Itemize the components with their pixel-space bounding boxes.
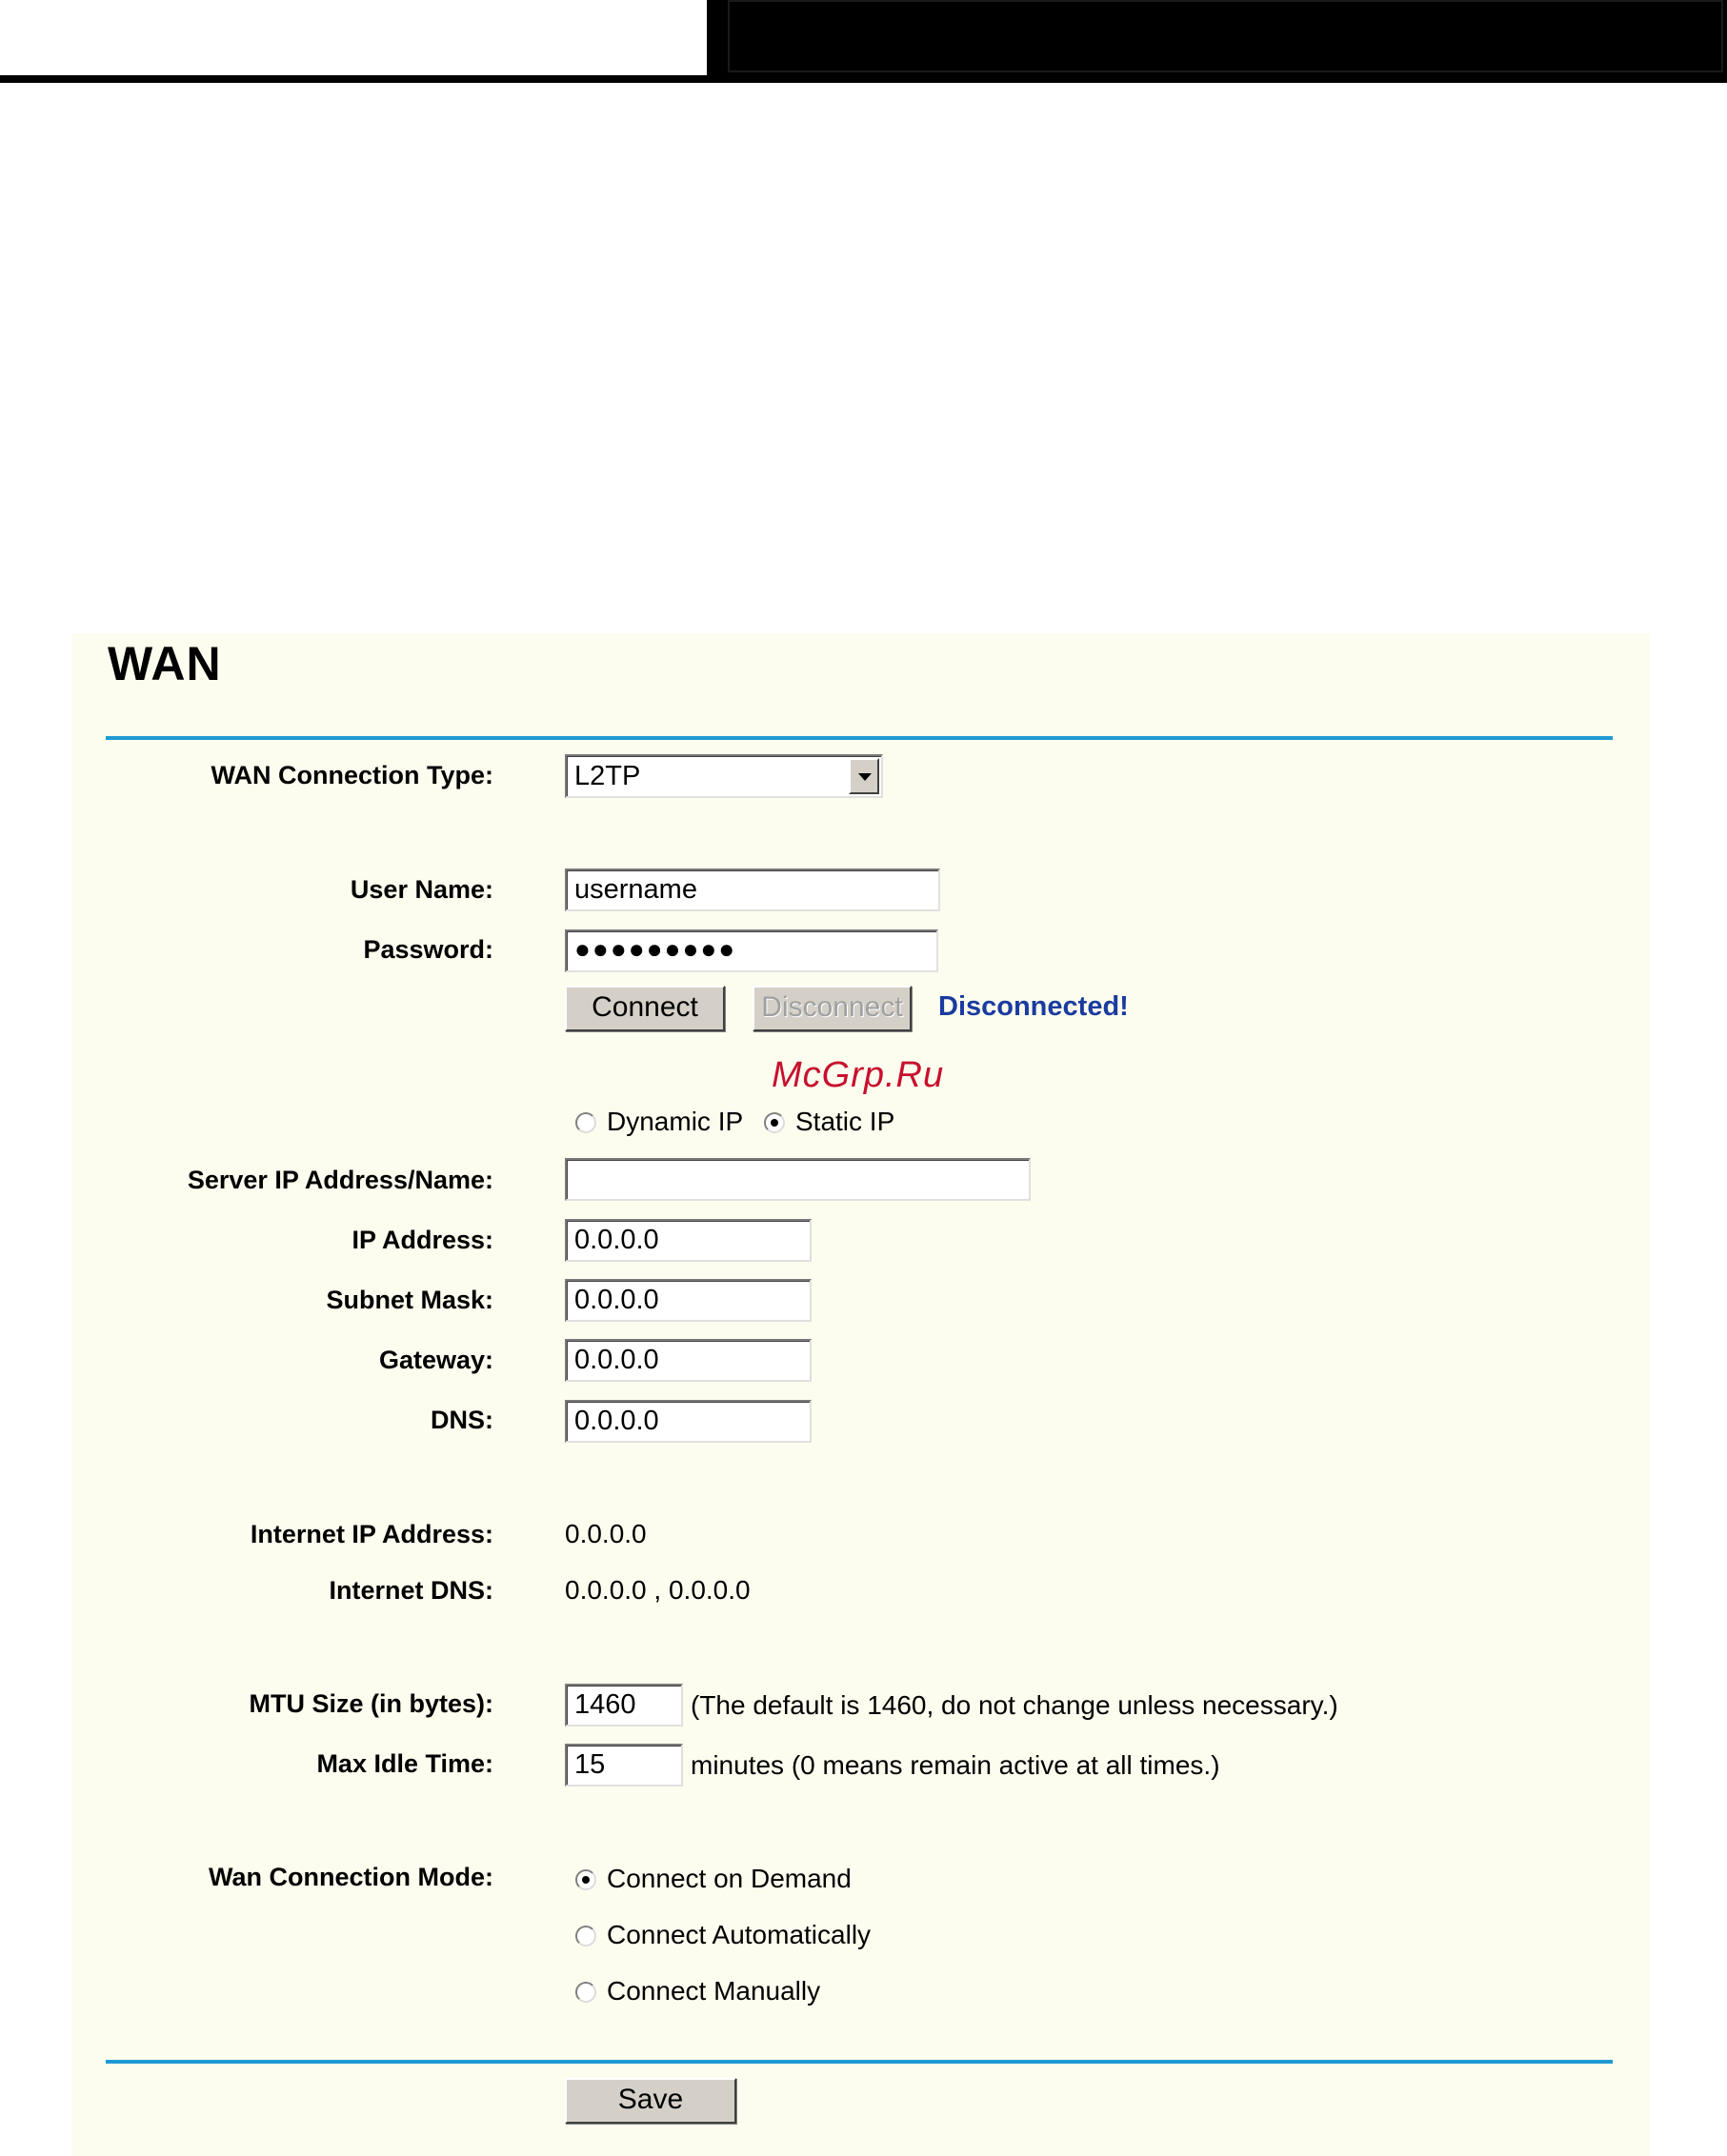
- server-label: Server IP Address/Name:: [187, 1166, 493, 1194]
- watermark: McGrp.Ru: [772, 1055, 945, 1095]
- header-bar-inner: [728, 0, 1723, 72]
- mode-auto-radio[interactable]: [575, 1926, 596, 1946]
- gateway-label: Gateway:: [378, 1346, 493, 1374]
- wan-type-label: WAN Connection Type:: [211, 761, 493, 789]
- password-label: Password:: [363, 935, 493, 964]
- subnet-mask-input[interactable]: [565, 1279, 812, 1322]
- internet-ip-value: 0.0.0.0: [565, 1519, 647, 1548]
- subnet-mask-label: Subnet Mask:: [326, 1286, 493, 1314]
- idle-hint: minutes (0 means remain active at all times.): [691, 1750, 1220, 1780]
- mode-demand-label: Connect on Demand: [607, 1864, 852, 1893]
- mtu-input[interactable]: [565, 1684, 683, 1727]
- idle-label: Max Idle Time:: [316, 1749, 493, 1778]
- mtu-label: MTU Size (in bytes):: [249, 1689, 493, 1718]
- dns-input[interactable]: [565, 1400, 812, 1443]
- wan-type-select[interactable]: [565, 754, 883, 798]
- internet-dns-label: Internet DNS:: [329, 1576, 493, 1605]
- mode-label: Wan Connection Mode:: [209, 1863, 493, 1891]
- connection-status: Disconnected!: [938, 991, 1129, 1022]
- page-title: WAN: [108, 637, 222, 690]
- dynamic-ip-label: Dynamic IP: [607, 1107, 744, 1136]
- header-rule: [0, 75, 1727, 83]
- user-name-label: User Name:: [350, 875, 493, 904]
- connect-button[interactable]: Connect: [565, 986, 725, 1031]
- internet-ip-label: Internet IP Address:: [250, 1520, 493, 1548]
- mode-manual-radio[interactable]: [575, 1982, 596, 2003]
- internet-dns-value: 0.0.0.0 , 0.0.0.0: [565, 1575, 751, 1605]
- wan-type-value: L2TP: [574, 761, 641, 791]
- mode-manual-label: Connect Manually: [607, 1976, 821, 2006]
- mode-demand-radio[interactable]: [575, 1869, 596, 1890]
- ip-address-input[interactable]: [565, 1219, 812, 1262]
- static-ip-radio[interactable]: [764, 1112, 785, 1133]
- ip-address-label: IP Address:: [351, 1226, 493, 1254]
- server-input[interactable]: [565, 1158, 1031, 1201]
- top-divider: [106, 736, 1613, 740]
- dynamic-ip-radio[interactable]: [575, 1112, 596, 1133]
- user-name-input[interactable]: [565, 868, 940, 911]
- save-button[interactable]: Save: [565, 2078, 736, 2124]
- static-ip-label: Static IP: [795, 1107, 895, 1136]
- password-input[interactable]: ●●●●●●●●●: [565, 929, 938, 972]
- mode-auto-label: Connect Automatically: [607, 1920, 872, 1949]
- gateway-input[interactable]: [565, 1339, 812, 1382]
- dns-label: DNS:: [431, 1406, 493, 1434]
- bottom-divider: [106, 2060, 1613, 2064]
- disconnect-button[interactable]: Disconnect: [753, 986, 912, 1031]
- mtu-hint: (The default is 1460, do not change unless necessary.): [691, 1690, 1338, 1720]
- idle-input[interactable]: [565, 1744, 683, 1787]
- dropdown-arrow-icon[interactable]: [849, 758, 879, 794]
